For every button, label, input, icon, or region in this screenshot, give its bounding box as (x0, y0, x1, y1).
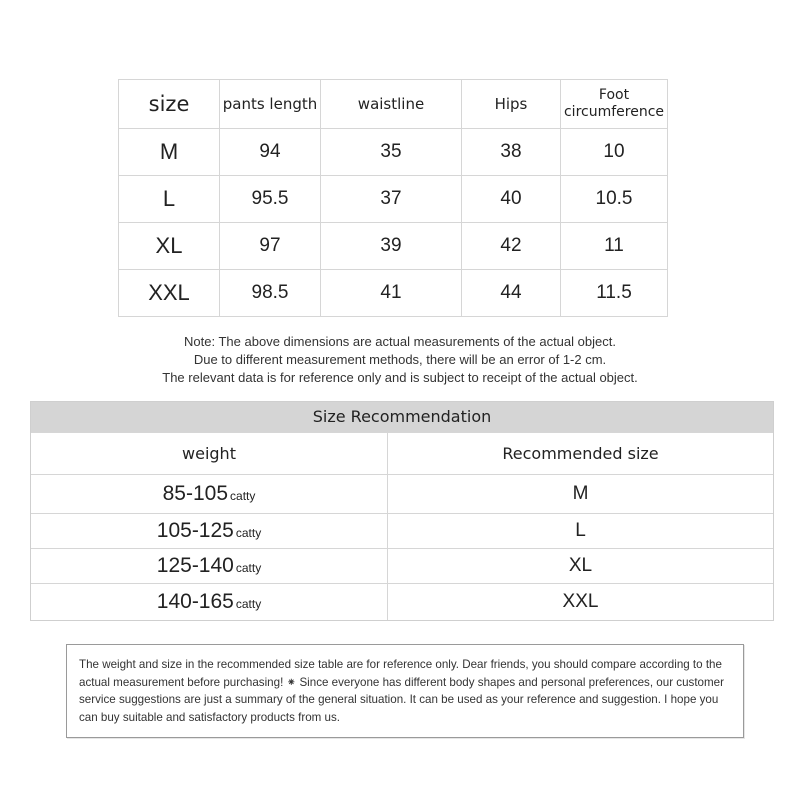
weight-unit: catty (235, 526, 262, 540)
cell-weight (31, 514, 388, 549)
cell-hips: 40 (462, 176, 561, 223)
cell-recommended-size (388, 475, 774, 514)
recommended-size: XXL (562, 591, 599, 612)
cell-hips: 42 (462, 223, 561, 270)
cell-pants-length: 97 (220, 223, 321, 270)
header-foot-line1: Foot (598, 87, 630, 103)
note-line: Due to different measurement methods, there will be an error of 1-2 cm. (193, 352, 607, 367)
table-row (31, 584, 773, 621)
table-row (119, 176, 668, 223)
cell-foot: 11 (561, 223, 668, 270)
cell-waistline: 41 (321, 270, 462, 317)
header-weight: weight (31, 433, 388, 475)
recommended-size: L (575, 520, 586, 541)
recommendation-title: Size Recommendation (31, 402, 773, 432)
cell-weight (31, 475, 388, 514)
cell-size: XL (119, 223, 220, 270)
measurement-note (0, 333, 800, 387)
disclaimer-text: The weight and size in the recommended size table are for reference only. Dear friends, you should compare according to the actual measurement before purchasing! ⁕ Since everyone has different body shapes and personal preferences, our customer service suggestions are just a summary of the general situation. It can be used as your reference and suggestion. I hope you can buy suitable and satisfactory products from us. (79, 658, 724, 724)
cell-pants-length: 98.5 (220, 270, 321, 317)
cell-foot: 10 (561, 129, 668, 176)
cell-hips: 44 (462, 270, 561, 317)
table-row (119, 129, 668, 176)
recommended-size: M (572, 483, 589, 504)
table-row (31, 514, 773, 549)
cell-weight (31, 549, 388, 584)
header-size: size (119, 80, 220, 129)
size-chart-table (118, 79, 668, 317)
weight-unit: catty (235, 561, 262, 575)
weight-unit: catty (230, 489, 256, 503)
cell-pants-length: 94 (220, 129, 321, 176)
header-pants-length: pants length (220, 80, 321, 129)
cell-recommended-size (388, 549, 774, 584)
cell-size: M (119, 129, 220, 176)
weight-range: 105-125 (156, 519, 234, 542)
header-waistline: waistline (321, 80, 462, 129)
table-row (119, 223, 668, 270)
cell-size: XXL (119, 270, 220, 317)
recommendation-header-row (31, 433, 773, 475)
cell-recommended-size (388, 514, 774, 549)
note-line: Note: The above dimensions are actual measurements of the actual object. (184, 334, 616, 349)
header-recommended-size: Recommended size (388, 433, 774, 475)
size-recommendation-table (30, 401, 774, 621)
cell-hips: 38 (462, 129, 561, 176)
header-foot-line2: circumference (563, 104, 665, 120)
table-row (31, 475, 773, 514)
size-chart-header-row (119, 80, 668, 129)
cell-foot: 10.5 (561, 176, 668, 223)
cell-waistline: 39 (321, 223, 462, 270)
cell-waistline: 35 (321, 129, 462, 176)
recommended-size: XL (568, 555, 593, 576)
weight-range: 125-140 (156, 554, 234, 577)
weight-unit: catty (235, 597, 262, 611)
header-hips: Hips (462, 80, 561, 129)
cell-waistline: 37 (321, 176, 462, 223)
cell-foot: 11.5 (561, 270, 668, 317)
weight-range: 85-105 (162, 482, 229, 505)
weight-range: 140-165 (156, 590, 234, 613)
table-row (119, 270, 668, 317)
cell-recommended-size (388, 584, 774, 621)
recommendation-grid (31, 432, 773, 620)
cell-size: L (119, 176, 220, 223)
note-line: The relevant data is for reference only and is subject to receipt of the actual object. (162, 370, 638, 385)
header-foot-circumference (561, 80, 668, 129)
disclaimer-box (66, 644, 744, 738)
table-row (31, 549, 773, 584)
cell-pants-length: 95.5 (220, 176, 321, 223)
cell-weight (31, 584, 388, 621)
